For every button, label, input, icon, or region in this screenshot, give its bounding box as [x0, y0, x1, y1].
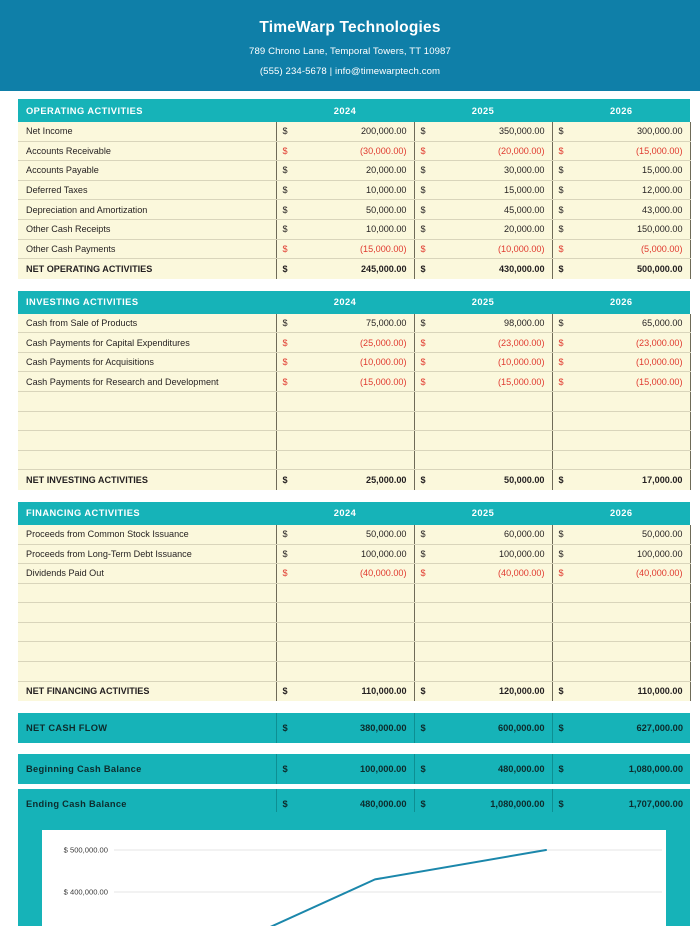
year-column-header: 2026: [552, 291, 690, 314]
amount-cell: [276, 333, 414, 353]
amount-cell: [276, 754, 414, 784]
amount-value: 15,000.00: [504, 185, 545, 196]
currency-symbol: $: [558, 204, 564, 215]
section-total-label: NET INVESTING ACTIVITIES: [18, 470, 276, 490]
amount-cell: [276, 239, 414, 259]
line-item-label: Cash Payments for Research and Development: [18, 372, 276, 392]
table-row: [18, 333, 690, 353]
line-item-label: Cash from Sale of Products: [18, 314, 276, 333]
line-item-label: Deferred Taxes: [18, 180, 276, 200]
amount-value: 10,000.00: [366, 185, 407, 196]
company-contact: (555) 234-5678 | info@timewarptech.com: [259, 66, 441, 78]
amount-cell: [552, 219, 690, 239]
amount-cell: [414, 219, 552, 239]
section-title: FINANCING ACTIVITIES: [18, 502, 276, 525]
section-header-row: [18, 291, 690, 314]
summary-row-table: [18, 713, 690, 743]
amount-cell-empty: [276, 642, 414, 662]
amount-value: 98,000.00: [504, 317, 545, 328]
currency-symbol: $: [282, 165, 288, 176]
amount-value: 1,080,000.00: [628, 764, 683, 775]
company-name: TimeWarp Technologies: [259, 19, 441, 36]
amount-value: 43,000.00: [642, 204, 683, 215]
chart-y-tick-label: $ 400,000.00: [63, 887, 108, 897]
currency-symbol: $: [420, 475, 426, 486]
amount-value: 50,000.00: [366, 529, 407, 540]
table-row: [18, 180, 690, 200]
currency-symbol: $: [282, 799, 288, 810]
amount-cell-empty: [552, 411, 690, 431]
amount-cell-empty: [552, 603, 690, 623]
line-item-label: Other Cash Payments: [18, 239, 276, 259]
amount-cell-empty: [414, 642, 552, 662]
amount-cell: [276, 259, 414, 279]
amount-cell: [552, 161, 690, 181]
amount-value: 12,000.00: [642, 185, 683, 196]
line-item-label: Cash Payments for Acquisitions: [18, 352, 276, 372]
summary-label: NET CASH FLOW: [18, 713, 276, 743]
line-item-label-empty: [18, 662, 276, 682]
currency-symbol: $: [558, 337, 564, 348]
amount-value: 300,000.00: [636, 126, 683, 137]
section-title: OPERATING ACTIVITIES: [18, 99, 276, 122]
section-total-label: NET FINANCING ACTIVITIES: [18, 681, 276, 701]
amount-cell: [276, 713, 414, 743]
amount-cell-empty: [276, 662, 414, 682]
amount-cell: [414, 754, 552, 784]
section-header-row: [18, 502, 690, 525]
line-item-label: Cash Payments for Capital Expenditures: [18, 333, 276, 353]
amount-value: 20,000.00: [504, 224, 545, 235]
amount-value: (40,000.00): [635, 568, 683, 579]
table-row: [18, 141, 690, 161]
currency-symbol: $: [282, 204, 288, 215]
amount-cell: [276, 470, 414, 490]
amount-cell-empty: [414, 431, 552, 451]
amount-cell: [414, 161, 552, 181]
amount-cell-empty: [552, 450, 690, 470]
amount-value: (25,000.00): [359, 337, 407, 348]
currency-symbol: $: [558, 764, 564, 775]
table-row: [18, 525, 690, 544]
currency-symbol: $: [282, 243, 288, 254]
currency-symbol: $: [558, 723, 564, 734]
amount-value: 75,000.00: [366, 317, 407, 328]
amount-value: (20,000.00): [497, 145, 545, 156]
amount-cell: [414, 239, 552, 259]
table-row: [18, 122, 690, 141]
currency-symbol: $: [420, 529, 426, 540]
amount-cell: [552, 122, 690, 141]
amount-cell: [552, 314, 690, 333]
section-total-row: [18, 470, 690, 490]
amount-value: 500,000.00: [636, 263, 683, 274]
section-table: [18, 99, 691, 279]
line-item-label-empty: [18, 431, 276, 451]
line-item-label: Dividends Paid Out: [18, 564, 276, 584]
table-row-empty: [18, 583, 690, 603]
line-item-label-empty: [18, 642, 276, 662]
amount-cell: [276, 122, 414, 141]
currency-symbol: $: [558, 357, 564, 368]
currency-symbol: $: [420, 548, 426, 559]
amount-value: 30,000.00: [504, 165, 545, 176]
currency-symbol: $: [558, 243, 564, 254]
line-item-label-empty: [18, 392, 276, 412]
amount-value: (40,000.00): [497, 568, 545, 579]
amount-cell: [552, 544, 690, 564]
summary-row: [18, 754, 690, 784]
amount-value: (15,000.00): [359, 376, 407, 387]
amount-value: 480,000.00: [359, 799, 407, 810]
amount-value: 600,000.00: [497, 723, 545, 734]
currency-symbol: $: [282, 224, 288, 235]
line-item-label: Proceeds from Long-Term Debt Issuance: [18, 544, 276, 564]
currency-symbol: $: [282, 317, 288, 328]
amount-value: 25,000.00: [366, 475, 407, 486]
table-row-empty: [18, 392, 690, 412]
currency-symbol: $: [420, 224, 426, 235]
line-item-label-empty: [18, 583, 276, 603]
year-column-header: 2026: [552, 99, 690, 122]
amount-cell: [276, 161, 414, 181]
line-item-label-empty: [18, 411, 276, 431]
amount-value: 350,000.00: [498, 126, 545, 137]
amount-value: 120,000.00: [498, 686, 545, 697]
currency-symbol: $: [558, 548, 564, 559]
year-column-header: 2024: [276, 99, 414, 122]
amount-value: 150,000.00: [636, 224, 683, 235]
currency-symbol: $: [420, 185, 426, 196]
amount-value: 110,000.00: [361, 686, 407, 697]
amount-value: (10,000.00): [635, 357, 683, 368]
amount-value: (40,000.00): [359, 568, 407, 579]
company-header-banner: [0, 0, 700, 91]
currency-symbol: $: [420, 317, 426, 328]
currency-symbol: $: [420, 799, 426, 810]
amount-cell-empty: [552, 662, 690, 682]
section-total-row: [18, 681, 690, 701]
amount-value: 10,000.00: [366, 224, 407, 235]
amount-value: (10,000.00): [359, 357, 407, 368]
amount-cell: [414, 352, 552, 372]
amount-value: 627,000.00: [636, 723, 683, 734]
amount-cell-empty: [414, 392, 552, 412]
currency-symbol: $: [558, 145, 564, 156]
currency-symbol: $: [420, 568, 426, 579]
currency-symbol: $: [282, 263, 288, 274]
table-row-empty: [18, 431, 690, 451]
section-total-label: NET OPERATING ACTIVITIES: [18, 259, 276, 279]
summary-host: [18, 713, 690, 819]
year-column-header: 2024: [276, 502, 414, 525]
year-column-header: 2026: [552, 502, 690, 525]
amount-cell: [414, 259, 552, 279]
amount-cell-empty: [276, 450, 414, 470]
summary-row-table: [18, 754, 690, 784]
amount-cell: [276, 314, 414, 333]
summary-label: Beginning Cash Balance: [18, 754, 276, 784]
currency-symbol: $: [420, 243, 426, 254]
summary-row: [18, 713, 690, 743]
amount-cell-empty: [414, 450, 552, 470]
line-item-label: Accounts Receivable: [18, 141, 276, 161]
line-item-label: Depreciation and Amortization: [18, 200, 276, 220]
section-table: [18, 502, 691, 701]
amount-cell: [552, 681, 690, 701]
amount-cell-empty: [276, 603, 414, 623]
currency-symbol: $: [558, 529, 564, 540]
amount-cell: [414, 314, 552, 333]
amount-cell-empty: [276, 622, 414, 642]
currency-symbol: $: [420, 723, 426, 734]
line-item-label: Net Income: [18, 122, 276, 141]
currency-symbol: $: [558, 686, 564, 697]
year-column-header: 2025: [414, 291, 552, 314]
amount-cell: [552, 564, 690, 584]
amount-cell-empty: [414, 411, 552, 431]
amount-cell-empty: [276, 583, 414, 603]
currency-symbol: $: [420, 764, 426, 775]
currency-symbol: $: [420, 686, 426, 697]
amount-cell-empty: [552, 392, 690, 412]
currency-symbol: $: [420, 126, 426, 137]
currency-symbol: $: [420, 376, 426, 387]
amount-cell: [276, 352, 414, 372]
amount-cell-empty: [414, 583, 552, 603]
currency-symbol: $: [282, 529, 288, 540]
amount-cell: [552, 180, 690, 200]
currency-symbol: $: [420, 357, 426, 368]
amount-cell: [276, 200, 414, 220]
amount-value: 15,000.00: [642, 165, 683, 176]
amount-cell: [552, 470, 690, 490]
amount-cell-empty: [552, 583, 690, 603]
currency-symbol: $: [282, 764, 288, 775]
currency-symbol: $: [420, 337, 426, 348]
section-total-row: [18, 259, 690, 279]
currency-symbol: $: [282, 185, 288, 196]
currency-symbol: $: [558, 475, 564, 486]
amount-value: 65,000.00: [642, 317, 683, 328]
amount-value: (5,000.00): [641, 243, 683, 254]
amount-cell-empty: [552, 622, 690, 642]
section-title: INVESTING ACTIVITIES: [18, 291, 276, 314]
amount-value: 45,000.00: [504, 204, 545, 215]
amount-value: (15,000.00): [359, 243, 407, 254]
line-item-label-empty: [18, 622, 276, 642]
line-item-label: Accounts Payable: [18, 161, 276, 181]
amount-value: (30,000.00): [359, 145, 407, 156]
line-item-label: Proceeds from Common Stock Issuance: [18, 525, 276, 544]
amount-value: (10,000.00): [497, 243, 545, 254]
currency-symbol: $: [282, 686, 288, 697]
currency-symbol: $: [282, 145, 288, 156]
amount-cell: [414, 525, 552, 544]
currency-symbol: $: [282, 357, 288, 368]
amount-cell: [414, 470, 552, 490]
amount-cell: [552, 259, 690, 279]
amount-value: 50,000.00: [366, 204, 407, 215]
summary-label: Ending Cash Balance: [18, 789, 276, 819]
amount-value: 110,000.00: [637, 686, 683, 697]
sections-host: [18, 99, 690, 701]
currency-symbol: $: [558, 317, 564, 328]
currency-symbol: $: [420, 165, 426, 176]
amount-cell: [276, 544, 414, 564]
amount-value: 20,000.00: [366, 165, 407, 176]
amount-cell: [552, 713, 690, 743]
currency-symbol: $: [558, 165, 564, 176]
amount-cell-empty: [414, 603, 552, 623]
amount-value: 200,000.00: [360, 126, 407, 137]
company-address: 789 Chrono Lane, Temporal Towers, TT 10987: [249, 46, 451, 58]
amount-value: 1,707,000.00: [628, 799, 683, 810]
amount-cell-empty: [414, 662, 552, 682]
amount-cell-empty: [276, 431, 414, 451]
currency-symbol: $: [420, 145, 426, 156]
currency-symbol: $: [282, 376, 288, 387]
amount-value: 50,000.00: [504, 475, 545, 486]
amount-cell: [552, 333, 690, 353]
currency-symbol: $: [558, 568, 564, 579]
amount-cell: [276, 219, 414, 239]
amount-value: (23,000.00): [497, 337, 545, 348]
amount-cell: [414, 200, 552, 220]
amount-cell: [552, 239, 690, 259]
section-header-row: [18, 99, 690, 122]
amount-value: 100,000.00: [359, 764, 407, 775]
amount-value: (15,000.00): [635, 145, 683, 156]
table-row: [18, 161, 690, 181]
amount-value: 480,000.00: [497, 764, 545, 775]
currency-symbol: $: [558, 126, 564, 137]
amount-value: (10,000.00): [497, 357, 545, 368]
amount-value: 1,080,000.00: [490, 799, 545, 810]
amount-cell-empty: [552, 642, 690, 662]
net-operating-activities-line-chart: [42, 830, 666, 926]
currency-symbol: $: [420, 204, 426, 215]
amount-cell: [414, 333, 552, 353]
amount-cell: [276, 372, 414, 392]
currency-symbol: $: [282, 475, 288, 486]
amount-value: (23,000.00): [635, 337, 683, 348]
table-row-empty: [18, 450, 690, 470]
table-row-empty: [18, 622, 690, 642]
amount-cell: [552, 754, 690, 784]
amount-value: (15,000.00): [635, 376, 683, 387]
table-row: [18, 239, 690, 259]
table-row-empty: [18, 411, 690, 431]
amount-cell: [414, 544, 552, 564]
amount-cell: [414, 141, 552, 161]
year-column-header: 2024: [276, 291, 414, 314]
amount-cell-empty: [276, 392, 414, 412]
currency-symbol: $: [420, 263, 426, 274]
line-item-label: Other Cash Receipts: [18, 219, 276, 239]
currency-symbol: $: [282, 723, 288, 734]
currency-symbol: $: [282, 568, 288, 579]
table-row-empty: [18, 662, 690, 682]
line-item-label-empty: [18, 603, 276, 623]
amount-value: 60,000.00: [504, 529, 545, 540]
cash-flow-statement: [18, 99, 690, 824]
table-row: [18, 200, 690, 220]
amount-cell: [414, 564, 552, 584]
amount-cell: [414, 180, 552, 200]
amount-cell-empty: [552, 431, 690, 451]
amount-cell: [276, 180, 414, 200]
amount-value: (15,000.00): [497, 376, 545, 387]
table-row: [18, 314, 690, 333]
section-table: [18, 291, 691, 490]
amount-value: 100,000.00: [636, 548, 683, 559]
chart-series-line: [204, 850, 546, 926]
amount-cell: [276, 681, 414, 701]
amount-cell: [414, 681, 552, 701]
currency-symbol: $: [558, 263, 564, 274]
amount-value: 100,000.00: [498, 548, 545, 559]
cash-flow-chart-panel: [18, 812, 690, 926]
amount-cell: [552, 372, 690, 392]
table-row: [18, 219, 690, 239]
amount-value: 245,000.00: [360, 263, 407, 274]
table-row-empty: [18, 603, 690, 623]
currency-symbol: $: [558, 224, 564, 235]
amount-value: 380,000.00: [359, 723, 407, 734]
amount-cell: [276, 525, 414, 544]
table-row-empty: [18, 642, 690, 662]
amount-cell: [552, 141, 690, 161]
amount-cell: [276, 564, 414, 584]
amount-value: 17,000.00: [642, 475, 683, 486]
table-row: [18, 544, 690, 564]
table-row: [18, 564, 690, 584]
amount-cell: [414, 122, 552, 141]
amount-cell: [414, 713, 552, 743]
year-column-header: 2025: [414, 99, 552, 122]
currency-symbol: $: [558, 185, 564, 196]
chart-plot-area: [42, 830, 666, 926]
amount-value: 430,000.00: [498, 263, 545, 274]
line-item-label-empty: [18, 450, 276, 470]
amount-value: 50,000.00: [642, 529, 683, 540]
table-row: [18, 372, 690, 392]
amount-cell: [552, 200, 690, 220]
currency-symbol: $: [558, 799, 564, 810]
amount-cell: [414, 372, 552, 392]
currency-symbol: $: [282, 337, 288, 348]
amount-cell: [552, 352, 690, 372]
currency-symbol: $: [282, 126, 288, 137]
amount-cell: [552, 525, 690, 544]
table-row: [18, 352, 690, 372]
chart-y-tick-label: $ 500,000.00: [63, 845, 108, 855]
amount-cell: [276, 141, 414, 161]
year-column-header: 2025: [414, 502, 552, 525]
currency-symbol: $: [282, 548, 288, 559]
amount-value: 100,000.00: [360, 548, 407, 559]
amount-cell-empty: [414, 622, 552, 642]
currency-symbol: $: [558, 376, 564, 387]
amount-cell-empty: [276, 411, 414, 431]
